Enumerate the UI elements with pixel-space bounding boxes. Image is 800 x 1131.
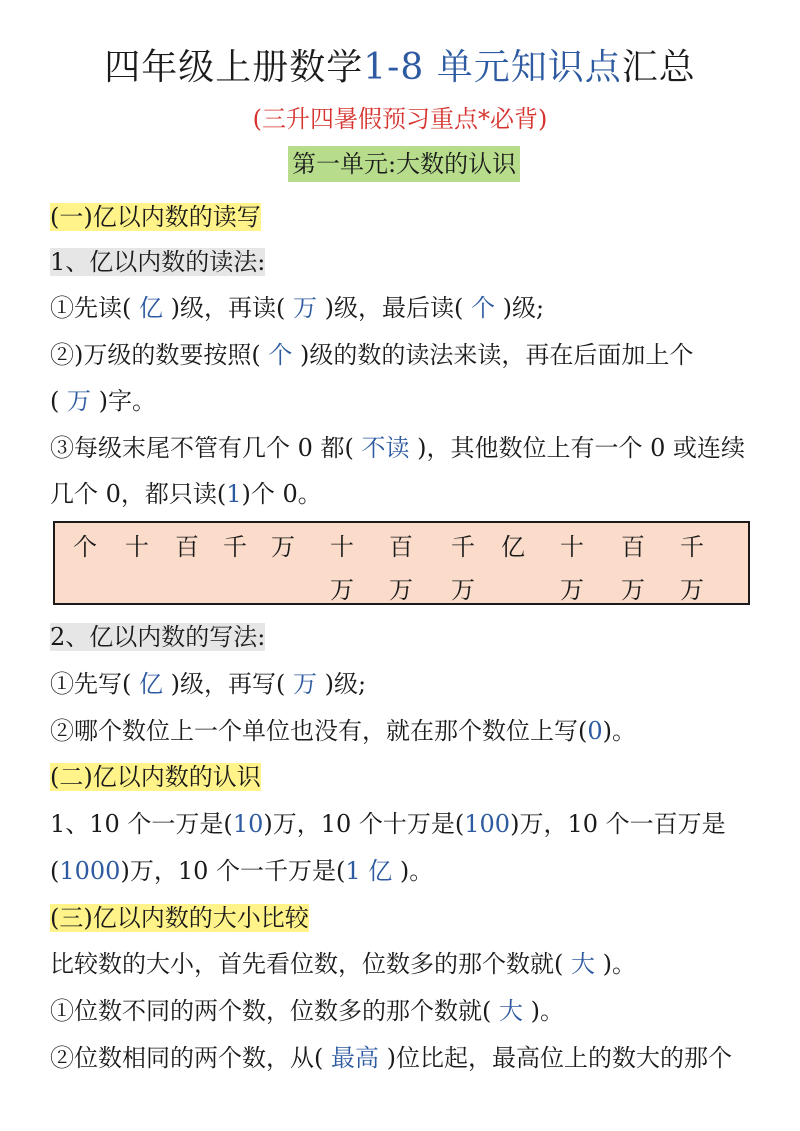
title-main: 四年级上册数学 [104,47,364,88]
answer: 最高 [323,1044,387,1072]
subsection-heading-text: 1、亿以内数的读法: [50,248,266,276]
text: ②位数相同的两个数，从( [50,1044,324,1072]
place-cell: 万 [680,576,704,604]
text: ①位数不同的两个数，位数多的那个数就( [50,997,492,1025]
title-end: 汇总 [621,47,696,88]
rule-line [50,337,693,373]
answer: 10 [232,810,264,838]
rule-line [50,290,544,326]
place-cell: 千 [680,533,704,561]
text: )级，再写( [170,670,286,698]
text: )，其他数位上有一个 0 或连续 [417,434,746,462]
place-cell: 百 [389,533,413,561]
rule-line [50,713,636,749]
text: )个 0。 [241,480,322,508]
text: )。 [602,717,637,745]
rule-line [50,666,366,702]
text: )级，最后读( [324,294,464,322]
unit-title: 第一单元:大数的认识 [288,146,520,182]
text: )万，10 个一百万是 [510,810,726,838]
answer: 1000 [59,857,121,885]
section-heading-text: (一)亿以内数的读写 [50,203,261,231]
rule-line [50,476,322,512]
text: 1、10 个一万是( [50,810,233,838]
text: ( [50,387,60,415]
text: )级的数的读法来读，再在后面加上个 [300,341,694,369]
place-cell: 百 [175,533,199,561]
text: )级; [502,294,545,322]
text: )。 [530,997,565,1025]
subsection-heading-text: 2、亿以内数的写法: [50,623,266,651]
answer: 大 [563,950,603,978]
answer: 个 [260,341,300,369]
place-cell: 十 [330,533,354,561]
section-heading [50,199,261,235]
rule-line [50,1040,732,1076]
answer: 1 [226,480,242,508]
text: )字。 [98,387,157,415]
answer: 万 [285,670,325,698]
place-cell: 千 [451,533,475,561]
title-units: 1-8 单元知识点 [363,47,622,88]
text: )位比起，最高位上的数大的那个 [386,1044,733,1072]
place-cell: 百 [621,533,645,561]
text: )万，10 个十万是( [263,810,465,838]
place-value-table [53,521,750,605]
text: 比较数的大小，首先看位数，位数多的那个数就( [50,950,564,978]
rule-line [50,946,636,982]
subsection-heading [50,244,265,280]
text: ②)万级的数要按照( [50,341,261,369]
place-cell: 十 [125,533,149,561]
answer: 大 [491,997,531,1025]
answer: 1 亿 [345,857,400,885]
text: ②哪个数位上一个单位也没有，就在那个数位上写( [50,717,588,745]
answer: 万 [59,387,99,415]
place-cell: 千 [223,533,247,561]
text: ①先写( [50,670,132,698]
subsection-heading [50,619,265,655]
text: )。 [399,857,434,885]
rule-line [50,853,433,889]
answer: 100 [464,810,511,838]
text: )万，10 个一千万是( [120,857,346,885]
page-title [0,42,800,94]
place-cell: 十 [560,533,584,561]
text: ③每级末尾不管有几个 0 都( [50,434,354,462]
section-heading-text: (三)亿以内数的大小比较 [50,904,309,932]
answer: 亿 [131,670,171,698]
text: ( [50,857,60,885]
place-cell: 万 [330,576,354,604]
place-cell: 万 [451,576,475,604]
place-cell: 个 [73,533,97,561]
text: )级; [324,670,367,698]
answer: 亿 [131,294,171,322]
section-heading [50,759,261,795]
answer: 万 [285,294,325,322]
place-cell: 万 [560,576,584,604]
answer: 0 [587,717,603,745]
text: ①先读( [50,294,132,322]
place-cell: 万 [271,533,295,561]
text: )。 [602,950,637,978]
subtitle: (三升四暑假预习重点*必背) [252,105,548,133]
rule-line [50,806,726,842]
rule-line [50,993,564,1029]
text: )级，再读( [170,294,286,322]
section-heading [50,900,309,936]
rule-line [50,430,745,466]
answer: 个 [463,294,503,322]
answer: 不读 [353,434,418,462]
rule-line [50,383,156,419]
place-cell: 万 [389,576,413,604]
place-cell: 亿 [501,533,525,561]
section-heading-text: (二)亿以内数的认识 [50,763,261,791]
text: 几个 0，都只读( [50,480,227,508]
place-cell: 万 [621,576,645,604]
